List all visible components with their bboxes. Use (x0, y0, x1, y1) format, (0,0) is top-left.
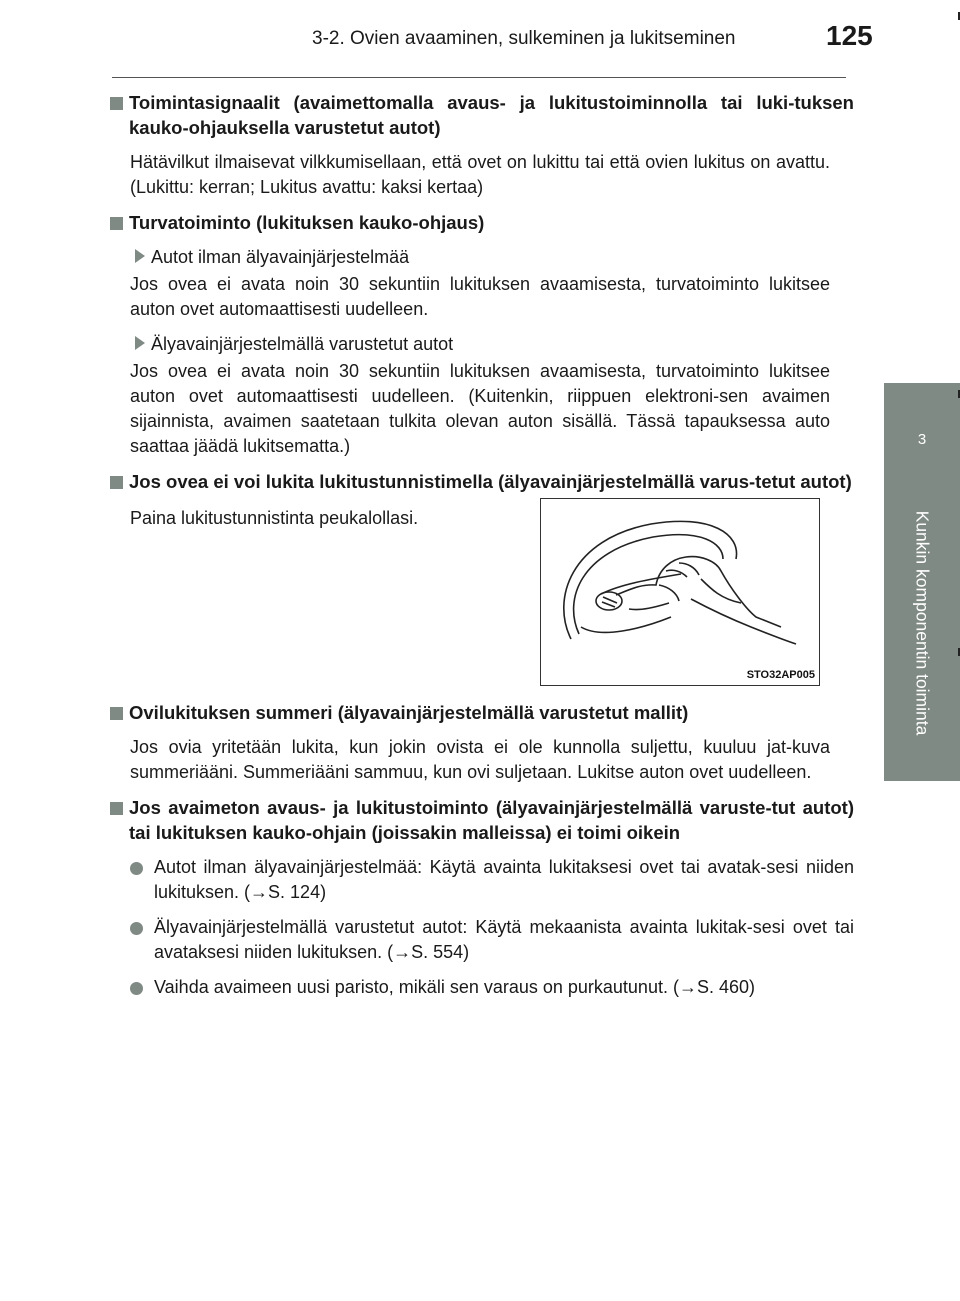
section-heading-not-working: Jos avaimeton avaus- ja lukitustoiminto (älyavainjärjestelmällä varuste-tut autot) tai lukituksen kauko-ohjain (joissakin malleissa) ei toimi oikein (110, 795, 854, 845)
section-heading-signals: Toimintasignaalit (avaimettomalla avaus- ja lukitustoiminnolla tai luki-tuksen kauko-ohjauksella varustetut autot) (110, 90, 854, 140)
list-item: Älyavainjärjestelmällä varustetut autot: Käytä mekaanista avainta lukitak-sesi ovet tai avataksesi niiden lukituksen. (→S. 554) (110, 915, 854, 965)
chapter-label: Kunkin komponentin toiminta (912, 510, 933, 736)
section-heading-sensor: Jos ovea ei voi lukita lukitustunnistimella (älyavainjärjestelmällä varus-tetut autot) (110, 469, 854, 494)
buzzer-text: Jos ovia yritetään lukita, kun jokin ovista ei ole kunnolla suljettu, kuuluu jat-kuva summeriääni. Summeriääni sammuu, kun ovi suljetaan. Lukitse auton ovet uudelleen. (130, 737, 830, 782)
chapter-number: 3 (917, 431, 927, 448)
list-item: Vaihda avaimeen uusi paristo, mikäli sen varaus on purkautunut. (→S. 460) (110, 975, 854, 1000)
header-divider (112, 77, 846, 78)
security-text-2: Jos ovea ei avata noin 30 sekuntiin lukituksen avaamisesta, turvatoiminto lukitsee auton ovet automaattisesti uudelleen. (Kuitenkin, riippuen elektroni-sen avaimen sijainnista, avaimen saatetaan tulkita olevan auton sisällä. Tässä tapauksessa auto saattaa jäädä lukitsematta.) (130, 361, 830, 456)
sensor-row (110, 504, 854, 686)
round-bullet-icon (130, 862, 143, 875)
page-number: 125 (826, 20, 873, 51)
square-bullet-icon (110, 707, 123, 720)
list-item: Autot ilman älyavainjärjestelmää: Käytä avainta lukitaksesi ovet tai avatak-sesi niiden lukituksen. (→S. 124) (110, 855, 854, 905)
section-heading-security: Turvatoiminto (lukituksen kauko-ohjaus) (110, 210, 854, 235)
security-text-1: Jos ovea ei avata noin 30 sekuntiin lukituksen avaamisesta, turvatoiminto lukitsee auton ovet automaattisesti uudelleen. (130, 274, 830, 319)
triangle-bullet-icon (135, 249, 145, 263)
page-content (110, 90, 854, 1010)
running-header: 3-2. Ovien avaaminen, sulkeminen ja lukitseminen (312, 28, 736, 49)
door-handle-figure (540, 498, 820, 686)
round-bullet-icon (130, 982, 143, 995)
triangle-bullet-icon (135, 336, 145, 350)
signals-text: Hätävilkut ilmaisevat vilkkumisellaan, että ovet on lukittu tai että ovien lukitus on avattu. (Lukittu: kerran; Lukitus avattu: kaksi kertaa) (130, 152, 830, 197)
round-bullet-icon (130, 922, 143, 935)
door-handle-illustration (541, 499, 819, 685)
square-bullet-icon (110, 476, 123, 489)
square-bullet-icon (110, 802, 123, 815)
square-bullet-icon (110, 97, 123, 110)
section-heading-buzzer: Ovilukituksen summeri (älyavainjärjestelmällä varustetut mallit) (110, 700, 854, 725)
subheading-smart-key: Älyavainjärjestelmällä varustetut autot (110, 332, 854, 357)
chapter-tab (884, 383, 960, 465)
square-bullet-icon (110, 217, 123, 230)
sensor-text: Paina lukitustunnistinta peukalollasi. (130, 508, 419, 528)
figure-code: STO32AP005 (746, 669, 815, 681)
subheading-no-smart-key: Autot ilman älyavainjärjestelmää (110, 245, 854, 270)
